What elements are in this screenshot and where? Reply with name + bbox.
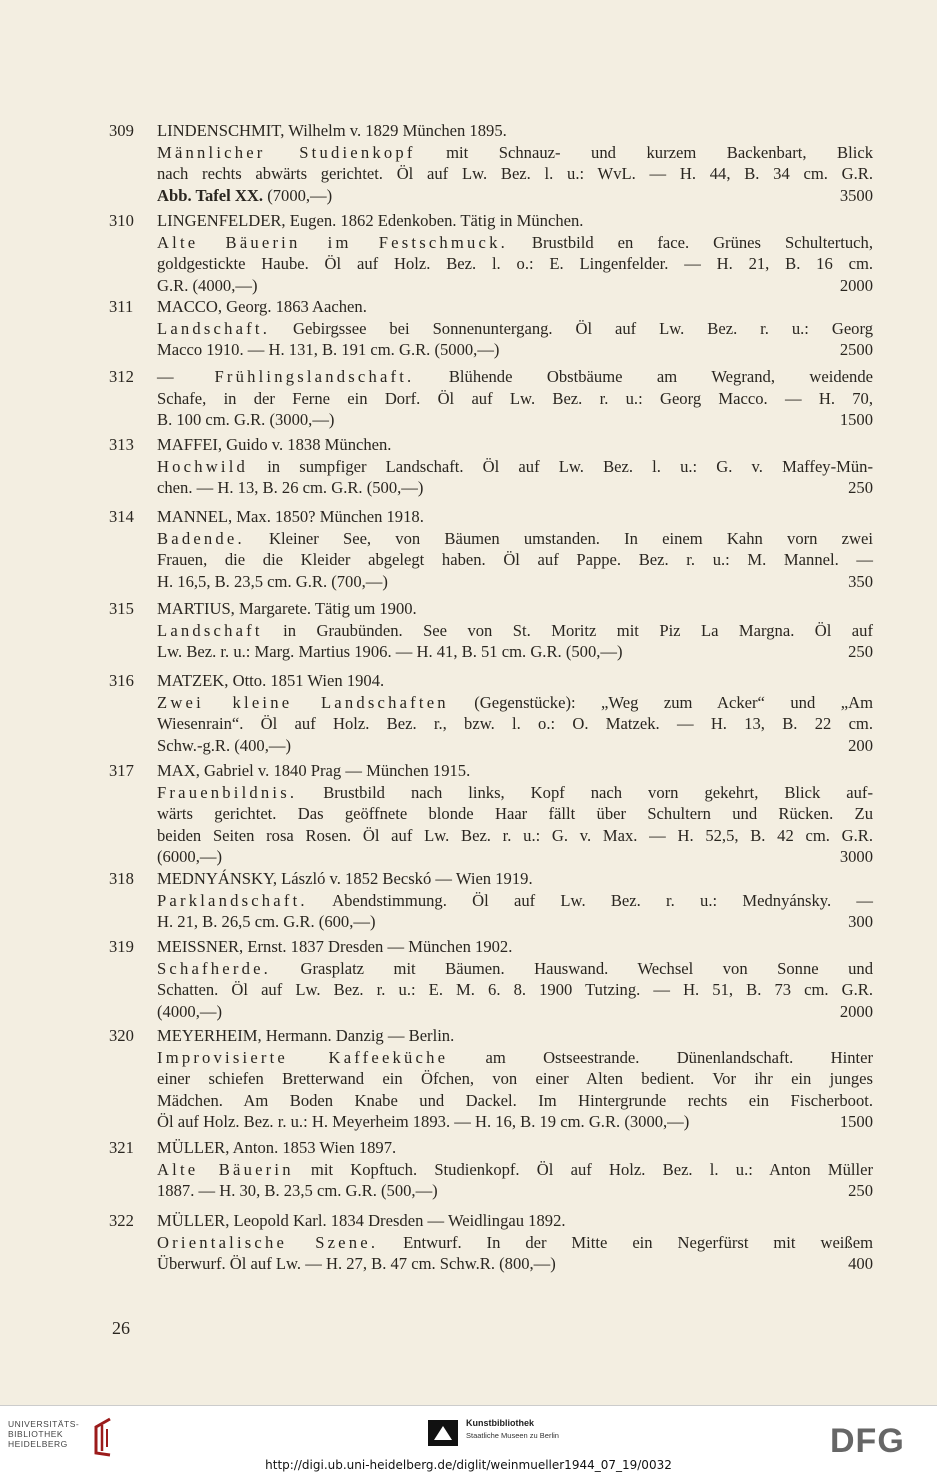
description-text: goldgestickte Haube. Öl auf Holz. Bez. l. o.: E. Lingenfelder. — H. 21, B. 16 cm. xyxy=(157,254,873,274)
entry-body xyxy=(157,760,873,868)
artwork-title: Landschaft xyxy=(157,620,263,640)
description-text: Kleiner See, von Bäumen umstanden. In einem Kahn vorn zwei xyxy=(244,528,873,548)
artist-header: MEDNYÁNSKY, László v. 1852 Becskó — Wien 1919. xyxy=(157,869,533,888)
university-library-mark-icon xyxy=(88,1417,118,1457)
description-line xyxy=(157,253,873,275)
description-text: Brustbild nach links, Kopf nach vorn gekehrt, Blick auf- xyxy=(297,782,873,802)
artist-header: MEISSNER, Ernst. 1837 Dresden — München 1902. xyxy=(157,937,513,956)
price-line-text xyxy=(157,1253,556,1275)
kunstbibliothek-title: Kunstbibliothek xyxy=(466,1418,534,1428)
plate-reference: Abb. Tafel XX. xyxy=(157,185,264,205)
estimate-price: 1500 xyxy=(839,1112,873,1132)
description-line xyxy=(157,1232,873,1254)
lot-number: 317 xyxy=(109,761,134,780)
artist-header: MARTIUS, Margarete. Tätig um 1900. xyxy=(157,599,417,618)
description-line xyxy=(157,366,873,388)
description-text: Frauen, die die Kleider abgelegt haben. Öl auf Pappe. Bez. r. u.: M. Mannel. — xyxy=(157,550,873,570)
estimate-price: 200 xyxy=(848,735,873,755)
description-line xyxy=(157,1068,873,1090)
artwork-title: Alte Bäuerin im Festschmuck. xyxy=(157,232,508,252)
lot-number: 315 xyxy=(109,599,134,618)
description-text: Wiesenrain“. Öl auf Holz. Bez. r., bzw. l. o.: O. Matzek. — H. 13, B. 22 cm. xyxy=(157,714,873,734)
description-line xyxy=(157,318,873,340)
valuation-text: Öl auf Holz. Bez. r. u.: H. Meyerheim 1893. — H. 16, B. 19 cm. G.R. (3000,—) xyxy=(157,1112,690,1132)
estimate-price: 250 xyxy=(848,1181,873,1201)
price-line xyxy=(157,409,873,431)
artist-header: MAFFEI, Guido v. 1838 München. xyxy=(157,435,392,454)
source-url-link[interactable]: http://digi.ub.uni-heidelberg.de/diglit/weinmueller1944_07_19/0032 xyxy=(265,1458,672,1472)
estimate-price: 2000 xyxy=(839,1001,873,1021)
catalog-entry xyxy=(109,296,873,361)
dfg-logo[interactable]: DFG xyxy=(830,1422,905,1460)
catalog-entry xyxy=(109,760,873,868)
catalog-entry xyxy=(109,506,873,592)
valuation-text: B. 100 cm. G.R. (3000,—) xyxy=(157,410,335,430)
lot-number: 314 xyxy=(109,507,134,526)
price-line-text xyxy=(157,185,332,207)
estimate-price: 350 xyxy=(848,571,873,591)
entry-body xyxy=(157,598,873,663)
price-line-text xyxy=(157,1180,438,1202)
description-line xyxy=(157,620,873,642)
artwork-title: — Frühlingslandschaft. xyxy=(157,367,415,386)
price-line-text xyxy=(157,641,623,663)
price-line-text xyxy=(157,339,499,361)
artist-header: MANNEL, Max. 1850? München 1918. xyxy=(157,507,424,526)
price-line xyxy=(157,1180,873,1202)
description-text: Brustbild en face. Grünes Schultertuch, xyxy=(507,232,873,252)
price-line-text xyxy=(157,846,222,868)
catalog-entry xyxy=(109,366,873,431)
valuation-text: Überwurf. Öl auf Lw. — H. 27, B. 47 cm. Schw.R. (800,—) xyxy=(157,1254,556,1274)
description-line xyxy=(157,979,873,1001)
price-line-text xyxy=(157,911,375,933)
description-line xyxy=(157,1159,873,1181)
description-text: nach rechts abwärts gerichtet. Öl auf Lw. Bez. l. u.: WvL. — H. 44, B. 34 cm. G.R. xyxy=(157,164,873,184)
lot-number: 316 xyxy=(109,671,134,690)
description-line xyxy=(157,456,873,478)
description-line xyxy=(157,713,873,735)
valuation-text: (4000,—) xyxy=(157,1001,222,1021)
description-text: in sumpfiger Landschaft. Öl auf Lw. Bez. l. u.: G. v. Maffey-Mün- xyxy=(248,456,873,476)
lot-number: 322 xyxy=(109,1211,134,1230)
estimate-price: 1500 xyxy=(839,410,873,430)
artist-header: LINGENFELDER, Eugen. 1862 Edenkoben. Tätig in München. xyxy=(157,211,584,230)
estimate-price: 300 xyxy=(848,912,873,932)
price-line xyxy=(157,275,873,297)
estimate-price: 3000 xyxy=(839,847,873,867)
price-line xyxy=(157,1253,873,1275)
valuation-text: H. 16,5, B. 23,5 cm. G.R. (700,—) xyxy=(157,571,388,591)
price-line-text xyxy=(157,735,291,757)
artist-header: MÜLLER, Leopold Karl. 1834 Dresden — Weidlingau 1892. xyxy=(157,1211,566,1230)
price-line xyxy=(157,911,873,933)
description-text: Gebirgssee bei Sonnenuntergang. Öl auf Lw. Bez. r. u.: Georg xyxy=(270,318,873,338)
description-text: Blühende Obstbäume am Wegrand, weidende xyxy=(414,367,873,386)
price-line xyxy=(157,477,873,499)
description-line xyxy=(157,782,873,804)
artwork-title: Badende. xyxy=(157,528,245,548)
entry-body xyxy=(157,296,873,361)
artist-header: MÜLLER, Anton. 1853 Wien 1897. xyxy=(157,1138,397,1157)
lot-number: 320 xyxy=(109,1026,134,1045)
description-text: mit Kopftuch. Studienkopf. Öl auf Holz. Bez. l. u.: Anton Müller xyxy=(293,1159,873,1179)
artwork-title: Hochwild xyxy=(157,456,249,476)
price-line-text xyxy=(157,409,334,431)
price-line xyxy=(157,735,873,757)
description-text: Abendstimmung. Öl auf Lw. Bez. r. u.: Mednyánsky. — xyxy=(307,890,873,910)
price-line-text xyxy=(157,1111,689,1133)
description-text: Schafe, in der Ferne ein Dorf. Öl auf Lw. Bez. r. u.: Georg Macco. — H. 70, xyxy=(157,388,873,408)
lot-number: 319 xyxy=(109,937,134,956)
price-line-text xyxy=(157,477,423,499)
description-text: mit Schnauz- und kurzem Backenbart, Blick xyxy=(415,142,873,162)
description-text: Mädchen. Am Boden Knabe und Dackel. Im Hintergrunde rechts ein Fischerboot. xyxy=(157,1090,873,1110)
description-line xyxy=(157,958,873,980)
page-number: 26 xyxy=(112,1318,130,1338)
artist-header: LINDENSCHMIT, Wilhelm v. 1829 München 1895. xyxy=(157,121,507,140)
description-line xyxy=(157,1090,873,1112)
estimate-price: 250 xyxy=(848,642,873,662)
description-text: Entwurf. In der Mitte ein Negerfürst mit weißem xyxy=(378,1232,873,1252)
catalog-entry xyxy=(109,670,873,756)
description-text: in Graubünden. See von St. Moritz mit Piz La Margna. Öl auf xyxy=(262,620,873,640)
estimate-price: 2000 xyxy=(839,275,873,295)
valuation-text: chen. — H. 13, B. 26 cm. G.R. (500,—) xyxy=(157,478,424,498)
kunstbibliothek-mark-icon xyxy=(428,1420,458,1446)
lot-number: 311 xyxy=(109,297,134,316)
artist-header: MEYERHEIM, Hermann. Danzig — Berlin. xyxy=(157,1026,455,1045)
description-line xyxy=(157,163,873,185)
university-library-logo[interactable] xyxy=(8,1417,118,1461)
university-library-name: UNIVERSITÄTS- BIBLIOTHEK HEIDELBERG xyxy=(8,1419,80,1449)
estimate-price: 400 xyxy=(848,1254,873,1274)
catalog-entry xyxy=(109,1210,873,1275)
artwork-title: Zwei kleine Landschaften xyxy=(157,692,449,712)
price-line xyxy=(157,185,873,207)
catalog-entry xyxy=(109,210,873,296)
valuation-text: (6000,—) xyxy=(157,847,222,867)
artwork-title: Männlicher Studienkopf xyxy=(157,142,416,162)
description-line xyxy=(157,528,873,550)
description-line xyxy=(157,825,873,847)
artwork-title: Schafherde. xyxy=(157,958,271,978)
description-line xyxy=(157,142,873,164)
description-text: einer schiefen Bretterwand ein Öfchen, von einer Alten bedient. Vor ihr ein junges xyxy=(157,1069,873,1089)
price-line xyxy=(157,846,873,868)
price-line xyxy=(157,641,873,663)
entry-body xyxy=(157,1137,873,1202)
lot-number: 321 xyxy=(109,1138,134,1157)
description-line xyxy=(157,232,873,254)
price-line xyxy=(157,571,873,593)
entry-body xyxy=(157,1025,873,1133)
valuation-text: Schw.-g.R. (400,—) xyxy=(157,735,291,755)
description-text: beiden Seiten rosa Rosen. Öl auf Lw. Bez. r. u.: G. v. Max. — H. 52,5, B. 42 cm. G.R. xyxy=(157,825,873,845)
artist-header: MATZEK, Otto. 1851 Wien 1904. xyxy=(157,671,385,690)
entry-body xyxy=(157,1210,873,1275)
lot-number: 309 xyxy=(109,121,134,140)
catalog-entry xyxy=(109,434,873,499)
entry-body xyxy=(157,434,873,499)
catalog-entry xyxy=(109,936,873,1022)
estimate-price: 3500 xyxy=(839,185,873,205)
price-line xyxy=(157,1001,873,1023)
lot-number: 310 xyxy=(109,211,134,230)
kunstbibliothek-subtitle: Staatliche Museen zu Berlin xyxy=(466,1431,559,1440)
estimate-price: 250 xyxy=(848,478,873,498)
catalog-entry xyxy=(109,598,873,663)
entry-body xyxy=(157,210,873,296)
artist-header: MAX, Gabriel v. 1840 Prag — München 1915. xyxy=(157,761,471,780)
artwork-title: Alte Bäuerin xyxy=(157,1159,294,1179)
artwork-title: Parklandschaft. xyxy=(157,890,308,910)
valuation-text: Macco 1910. — H. 131, B. 191 cm. G.R. (5000,—) xyxy=(157,340,500,360)
description-text: (Gegenstücke): „Weg zum Acker“ und „Am xyxy=(448,692,873,712)
valuation-text: G.R. (4000,—) xyxy=(157,275,258,295)
valuation-text: Lw. Bez. r. u.: Marg. Martius 1906. — H. 41, B. 51 cm. G.R. (500,—) xyxy=(157,642,623,662)
catalog-entry xyxy=(109,1137,873,1202)
valuation-text: (7000,—) xyxy=(263,185,333,205)
description-line xyxy=(157,890,873,912)
valuation-text: 1887. — H. 30, B. 23,5 cm. G.R. (500,—) xyxy=(157,1181,438,1201)
entry-body xyxy=(157,366,873,431)
price-line-text xyxy=(157,275,257,297)
lot-number: 318 xyxy=(109,869,134,888)
artist-header: MACCO, Georg. 1863 Aachen. xyxy=(157,297,367,316)
kunstbibliothek-logo[interactable] xyxy=(428,1418,598,1448)
price-line-text xyxy=(157,571,388,593)
entry-body xyxy=(157,868,873,933)
artwork-title: Improvisierte Kaffeeküche xyxy=(157,1047,449,1067)
description-text: am Ostseestrande. Dünenlandschaft. Hinter xyxy=(448,1047,873,1067)
price-line-text xyxy=(157,1001,222,1023)
entry-body xyxy=(157,670,873,756)
description-line xyxy=(157,692,873,714)
description-text: wärts gerichtet. Das geöffnete blonde Haar fällt über Schultern und Rücken. Zu xyxy=(157,804,873,824)
catalog-entry xyxy=(109,1025,873,1133)
artwork-title: Landschaft. xyxy=(157,318,271,338)
price-line xyxy=(157,1111,873,1133)
artwork-title: Orientalische Szene. xyxy=(157,1232,379,1252)
entry-body xyxy=(157,936,873,1022)
entry-body xyxy=(157,506,873,592)
description-text: Schatten. Öl auf Lw. Bez. r. u.: E. M. 6. 8. 1900 Tutzing. — H. 51, B. 73 cm. G.R. xyxy=(157,980,873,1000)
description-line xyxy=(157,388,873,410)
catalog-entry xyxy=(109,120,873,206)
estimate-price: 2500 xyxy=(839,340,873,360)
lot-number: 313 xyxy=(109,435,134,454)
catalog-entry xyxy=(109,868,873,933)
valuation-text: H. 21, B. 26,5 cm. G.R. (600,—) xyxy=(157,912,376,932)
entry-body xyxy=(157,120,873,206)
artwork-title: Frauenbildnis. xyxy=(157,782,298,802)
description-line xyxy=(157,803,873,825)
description-line xyxy=(157,549,873,571)
price-line xyxy=(157,339,873,361)
description-line xyxy=(157,1047,873,1069)
lot-number: 312 xyxy=(109,367,134,386)
description-text: Grasplatz mit Bäumen. Hauswand. Wechsel von Sonne und xyxy=(270,958,873,978)
